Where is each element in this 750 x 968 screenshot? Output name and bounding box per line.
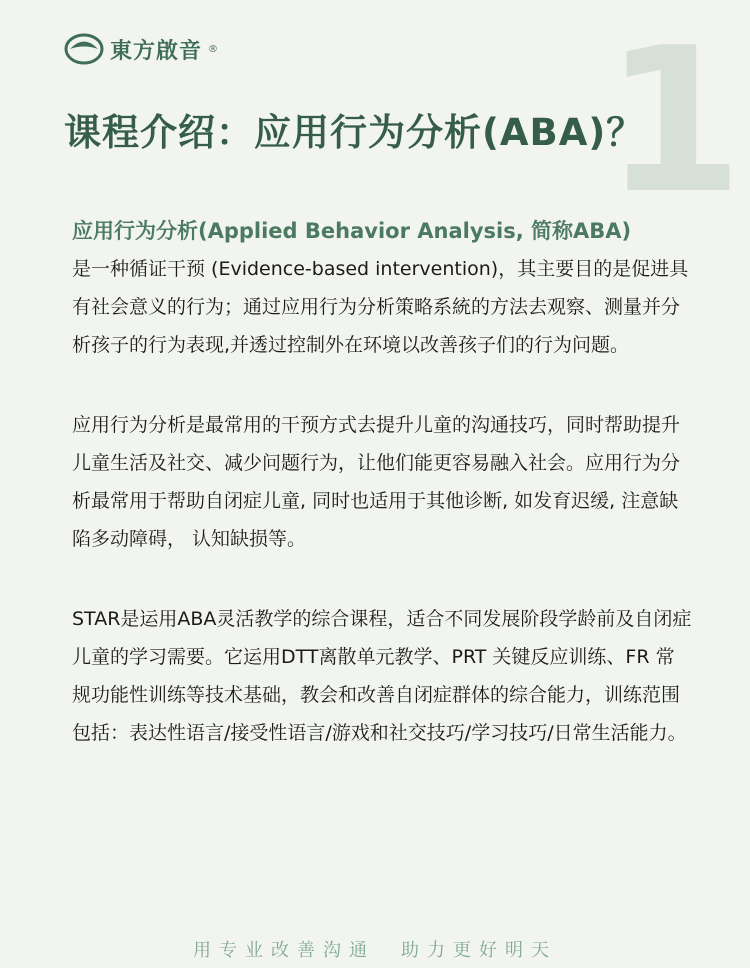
- brand-name: 東方啟音: [110, 38, 203, 64]
- paragraph-intro: 是一种循证干预 (Evidence-based intervention)，其主要目的是促进具有社会意义的行为；通过应用行为分析策略系統的方法去观察、测量并分析孩子的行为表现,并透过控制外在环境以改善孩子们的行为问题。: [72, 258, 689, 356]
- page-title: 课程介绍：应用行为分析(ABA)？: [64, 111, 645, 154]
- decorative-section-number: 1: [604, 5, 744, 238]
- section-subheading: 应用行为分析(Applied Behavior Analysis, 简称ABA): [72, 219, 632, 243]
- registered-mark: ®: [208, 43, 219, 55]
- brand-logo: [64, 32, 218, 66]
- paragraph-star-program: STAR是运用ABA灵活教学的综合课程，适合不同发展阶段学龄前及自闭症儿童的学习需要。它运用DTT离散单元教学、PRT 关键反应训练、FR 常规功能性训练等技术基础，教会和改善自闭症群体的综合能力，训练范围包括：表达性语言/接受性语言/游戏和社交技巧/学习技巧/日常生活能力。: [72, 608, 692, 744]
- footer-slogan: 用专业改善沟通 助力更好明天: [193, 940, 557, 961]
- brand-mark-icon: [64, 32, 104, 66]
- article-body: [72, 212, 692, 752]
- paragraph-usage: 应用行为分析是最常用的干预方式去提升儿童的沟通技巧，同时帮助提升儿童生活及社交、减少问题行为，让他们能更容易融入社会。应用行为分析最常用于帮助自闭症儿童, 同时也适用于其他诊断, 如发育迟缓, 注意缺陷多动障碍， 认知缺损等。: [72, 414, 681, 550]
